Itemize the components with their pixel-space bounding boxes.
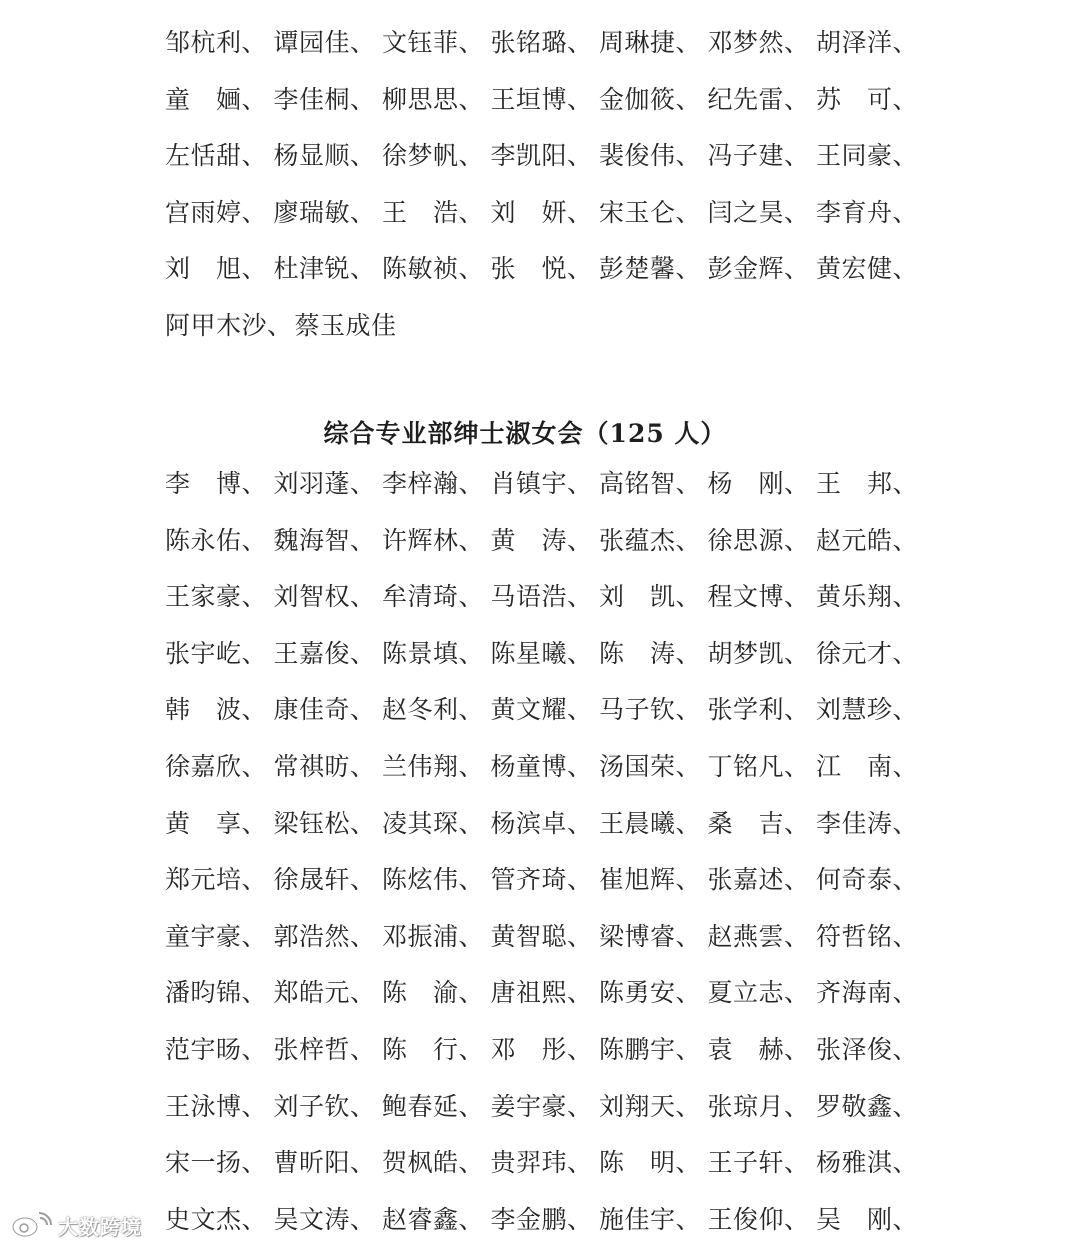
name-entry: 肖镇宇、	[490, 469, 593, 498]
name-entry: 王泳博、	[165, 1091, 268, 1121]
name-row	[165, 1079, 925, 1136]
name-row	[165, 909, 925, 966]
name-entry: 王嘉俊、	[273, 638, 376, 668]
name-entry: 马语浩、	[490, 582, 593, 612]
name-entry: 胡梦凯、	[707, 638, 810, 668]
name-entry: 陈景填、	[382, 638, 485, 668]
name-entry: 张梓哲、	[273, 1034, 376, 1064]
name-entry: 黄乐翔、	[816, 582, 919, 612]
name-row	[165, 965, 925, 1022]
name-entry: 刘翔天、	[599, 1091, 702, 1121]
name-entry: 王 浩、	[382, 197, 485, 227]
name-entry: 蔡玉成佳	[294, 310, 397, 340]
name-entry: 刘 旭、	[165, 254, 268, 284]
name-row	[165, 15, 925, 72]
name-entry: 徐嘉欣、	[165, 751, 268, 781]
name-entry: 黄宏健、	[816, 254, 919, 284]
name-entry: 金伽筱、	[599, 84, 702, 114]
name-entry: 崔旭辉、	[599, 865, 702, 895]
name-entry: 张嘉述、	[707, 865, 810, 895]
name-entry: 苏 可、	[816, 84, 919, 114]
name-entry: 阿甲木沙、	[165, 310, 293, 340]
name-entry: 李金鹏、	[490, 1204, 593, 1234]
name-row	[165, 298, 925, 355]
name-entry: 黄文耀、	[490, 695, 593, 725]
name-entry: 郑元培、	[165, 865, 268, 895]
name-entry: 陈炫伟、	[382, 865, 485, 895]
name-entry: 邹杭利、	[165, 28, 268, 57]
name-entry: 陈鹏宇、	[599, 1034, 702, 1064]
name-entry: 程文博、	[707, 582, 810, 612]
name-entry: 裴俊伟、	[599, 141, 702, 171]
name-entry: 黄 享、	[165, 808, 268, 838]
name-entry: 陈永佑、	[165, 525, 268, 555]
name-entry: 杜津锐、	[273, 254, 376, 284]
name-row	[165, 128, 925, 185]
name-row	[165, 852, 925, 909]
name-entry: 陈 渝、	[382, 978, 485, 1008]
name-entry: 夏立志、	[707, 978, 810, 1008]
name-entry: 黄智聪、	[490, 921, 593, 951]
name-entry: 张泽俊、	[816, 1034, 919, 1064]
name-entry: 赵燕雲、	[707, 921, 810, 951]
name-entry: 刘羽蓬、	[273, 469, 376, 498]
name-entry: 张铭璐、	[490, 28, 593, 57]
name-entry: 王同豪、	[816, 141, 919, 171]
name-entry: 李 博、	[165, 469, 268, 498]
name-entry: 齐海南、	[816, 978, 919, 1008]
name-entry: 赵元皓、	[816, 525, 919, 555]
name-entry: 王家豪、	[165, 582, 268, 612]
name-entry: 杨显顺、	[273, 141, 376, 171]
name-entry: 徐梦帆、	[382, 141, 485, 171]
name-entry: 童宇豪、	[165, 921, 268, 951]
name-entry: 符哲铭、	[816, 921, 919, 951]
name-entry: 许辉林、	[382, 525, 485, 555]
name-entry: 陈 行、	[382, 1034, 485, 1064]
name-row	[165, 513, 925, 570]
name-entry: 黄 涛、	[490, 525, 593, 555]
name-row	[165, 796, 925, 853]
name-entry: 刘 妍、	[490, 197, 593, 227]
name-entry: 张琼月、	[707, 1091, 810, 1121]
name-entry: 李梓瀚、	[382, 469, 485, 498]
name-entry: 赵睿鑫、	[382, 1204, 485, 1234]
name-row	[165, 241, 925, 298]
name-entry: 郑皓元、	[273, 978, 376, 1008]
name-entry: 杨雅淇、	[816, 1148, 919, 1178]
name-entry: 徐晟轩、	[273, 865, 376, 895]
name-entry: 童 婳、	[165, 84, 268, 114]
name-entry: 张蕴杰、	[599, 525, 702, 555]
name-entry: 高铭智、	[599, 469, 702, 498]
name-entry: 管齐琦、	[490, 865, 593, 895]
name-entry: 唐祖熙、	[490, 978, 593, 1008]
name-row	[165, 626, 925, 683]
name-entry: 王垣博、	[490, 84, 593, 114]
name-entry: 施佳宇、	[599, 1204, 702, 1234]
name-entry: 胡泽洋、	[816, 28, 919, 57]
name-entry: 陈勇安、	[599, 978, 702, 1008]
name-entry: 邓 彤、	[490, 1034, 593, 1064]
name-entry: 贺枫皓、	[382, 1148, 485, 1178]
name-entry: 江 南、	[816, 751, 919, 781]
name-entry: 张学利、	[707, 695, 810, 725]
name-list	[165, 456, 925, 1248]
name-row	[165, 456, 925, 513]
name-list-section-1	[165, 15, 925, 355]
name-entry: 马子钦、	[599, 695, 702, 725]
name-entry: 陈 明、	[599, 1148, 702, 1178]
name-entry: 梁钰松、	[273, 808, 376, 838]
name-entry: 吴 刚、	[816, 1204, 919, 1234]
name-entry: 常祺昉、	[273, 751, 376, 781]
name-entry: 王俊仰、	[707, 1204, 810, 1234]
name-entry: 赵冬利、	[382, 695, 485, 725]
name-entry: 牟清琦、	[382, 582, 485, 612]
name-row	[165, 1135, 925, 1192]
name-entry: 左恬甜、	[165, 141, 268, 171]
name-entry: 柳思思、	[382, 84, 485, 114]
name-entry: 杨童博、	[490, 751, 593, 781]
name-entry: 梁博睿、	[599, 921, 702, 951]
name-entry: 刘慧珍、	[816, 695, 919, 725]
name-entry: 刘 凯、	[599, 582, 702, 612]
name-entry: 罗敬鑫、	[816, 1091, 919, 1121]
section-heading: 综合专业部绅士淑女会（125 人）	[323, 419, 727, 448]
name-entry: 陈 涛、	[599, 638, 702, 668]
weibo-logo-icon	[10, 1212, 52, 1238]
name-entry: 闫之昊、	[707, 197, 810, 227]
name-entry: 徐元才、	[816, 638, 919, 668]
name-entry: 汤国荣、	[599, 751, 702, 781]
name-entry: 廖瑞敏、	[273, 197, 376, 227]
name-entry: 冯子建、	[707, 141, 810, 171]
name-entry: 吴文涛、	[273, 1204, 376, 1234]
name-entry: 徐思源、	[707, 525, 810, 555]
name-entry: 桑 吉、	[707, 808, 810, 838]
name-row	[165, 1022, 925, 1079]
name-entry: 李凯阳、	[490, 141, 593, 171]
name-entry: 魏海智、	[273, 525, 376, 555]
name-entry: 兰伟翔、	[382, 751, 485, 781]
name-entry: 张宇屹、	[165, 638, 268, 668]
name-entry: 陈星曦、	[490, 638, 593, 668]
name-entry: 纪先雷、	[707, 84, 810, 114]
name-entry: 杨 刚、	[707, 469, 810, 498]
name-entry: 刘子钦、	[273, 1091, 376, 1121]
name-entry: 邓梦然、	[707, 28, 810, 57]
name-entry: 李育舟、	[816, 197, 919, 227]
name-list-section-2	[165, 412, 925, 1248]
name-entry: 王子轩、	[707, 1148, 810, 1178]
name-row	[165, 185, 925, 242]
name-entry: 彭楚馨、	[599, 254, 702, 284]
name-entry: 王 邦、	[816, 469, 919, 498]
name-row	[165, 739, 925, 796]
name-entry: 潘昀锦、	[165, 978, 268, 1008]
name-entry: 何奇泰、	[816, 865, 919, 895]
name-entry: 李佳涛、	[816, 808, 919, 838]
name-entry: 丁铭凡、	[707, 751, 810, 781]
name-entry: 凌其琛、	[382, 808, 485, 838]
name-entry: 贵羿玮、	[490, 1148, 593, 1178]
name-row	[165, 1192, 925, 1248]
name-entry: 王晨曦、	[599, 808, 702, 838]
name-entry: 邓振浦、	[382, 921, 485, 951]
name-entry: 鲍春延、	[382, 1091, 485, 1121]
name-entry: 张 悦、	[490, 254, 593, 284]
name-entry: 曹昕阳、	[273, 1148, 376, 1178]
name-entry: 袁 赫、	[707, 1034, 810, 1064]
watermark	[10, 1208, 142, 1242]
name-entry: 文钰菲、	[382, 28, 485, 57]
name-entry: 史文杰、	[165, 1204, 268, 1234]
name-row	[165, 569, 925, 626]
name-entry: 韩 波、	[165, 695, 268, 725]
name-entry: 杨滨卓、	[490, 808, 593, 838]
name-entry: 郭浩然、	[273, 921, 376, 951]
name-entry: 周琳捷、	[599, 28, 702, 57]
watermark-text: 大数跨境	[58, 1214, 142, 1239]
name-entry: 谭园佳、	[273, 28, 376, 57]
name-row	[165, 682, 925, 739]
name-entry: 康佳奇、	[273, 695, 376, 725]
name-entry: 李佳桐、	[273, 84, 376, 114]
name-row	[165, 72, 925, 129]
name-entry: 宋玉仑、	[599, 197, 702, 227]
name-entry: 彭金辉、	[707, 254, 810, 284]
name-entry: 陈敏祯、	[382, 254, 485, 284]
name-entry: 范宇旸、	[165, 1034, 268, 1064]
name-entry: 宋一扬、	[165, 1148, 268, 1178]
name-entry: 姜宇豪、	[490, 1091, 593, 1121]
name-entry: 刘智权、	[273, 582, 376, 612]
name-entry: 宫雨婷、	[165, 197, 268, 227]
